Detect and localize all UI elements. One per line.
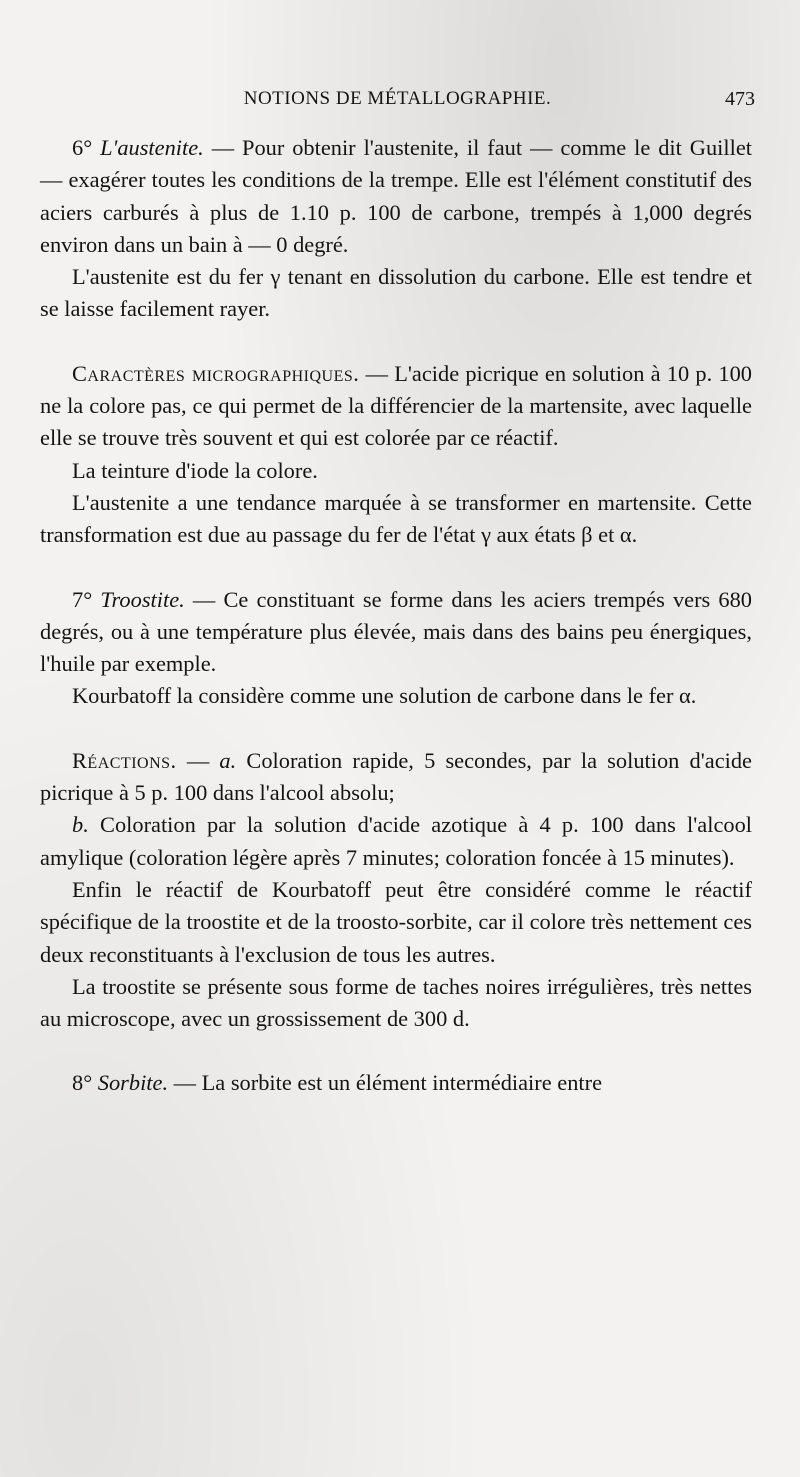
austenite-intro-paragraph [40,132,752,261]
reactions-b-paragraph [40,809,752,874]
spacer [40,326,752,358]
spacer [40,713,752,745]
subsection-label: Caractères micrographiques. [72,360,360,386]
page-number: 473 [725,88,755,110]
subsection-label: Réactions. [72,747,177,773]
section-title: L'austenite. [100,135,204,160]
transformation-paragraph: L'austenite a une tendance marquée à se transformer en martensite. Cette transformation est due au passage du fer de l'état γ aux états β et α. [40,489,752,548]
paragraph-text: — La sorbite est un élément intermédiaire entre [168,1070,603,1096]
iodine-paragraph: La teinture d'iode la colore. [72,457,318,483]
item-label: b. [72,812,89,838]
body-text [40,132,752,1100]
section-number: 7° [72,586,93,612]
running-title: NOTIONS DE MÉTALLOGRAPHIE. [243,88,552,109]
reactions-a-paragraph: Réactions. — a. Coloration rapide, 5 secondes, par la solution d'acide picrique à 5 p. 100 dans l'alcool absolu; [40,747,752,806]
item-label: a. [219,747,237,773]
section-number: 6° [72,135,93,160]
spacer [40,552,752,584]
spacer [40,1035,752,1067]
page-header [40,88,755,118]
paragraph-text: Coloration rapide, 5 secondes, par la solution d'acide picrique à 5 p. 100 dans l'alcool absolu; [40,747,752,806]
section-number: 8° [72,1070,93,1096]
troostite-intro-paragraph [40,584,752,681]
section-title: Troostite. [100,586,185,612]
appearance-paragraph: La troostite se présente sous forme de taches noires irrégulières, très nettes au microscope, avec un grossissement de 300 d. [40,973,752,1032]
reagent-paragraph: Enfin le réactif de Kourbatoff peut être considéré comme le réactif spécifique de la troostite et de la troosto-sorbite, car il colore très nettement ces deux reconstituants à l'exclusion de tous les autres. [40,876,752,967]
paragraph-text: — Ce constituant se forme dans les aciers trempés vers 680 degrés, ou à une température plus élevée, mais dans des bains peu énergiques, l'huile par exemple. [40,586,752,677]
sorbite-intro-paragraph [40,1067,752,1099]
paragraph-text: Coloration par la solution d'acide azotique à 4 p. 100 dans l'alcool amylique (coloration légère après 7 minutes; coloration foncée à 15 minutes). [40,812,752,870]
paragraph-text: — Pour obtenir l'austenite, il faut — comme le dit Guillet — exagérer toutes les conditions de la trempe. Elle est l'élément constitutif des aciers carburés à plus de 1.10 p. 100 de carbone, trempés à 1,000 degrés environ dans un bain à — 0 degré. [40,135,752,257]
micrographic-characters-paragraph [40,358,752,455]
kourbatoff-paragraph: Kourbatoff la considère comme une solution de carbone dans le fer α. [72,683,697,709]
austenite-definition-paragraph: L'austenite est du fer γ tenant en dissolution du carbone. Elle est tendre et se laisse facilement rayer. [40,264,752,322]
paragraph-text: — L'acide picrique en solution à 10 p. 100 ne la colore pas, ce qui permet de la différencier de la martensite, avec laquelle elle se trouve très souvent et qui est colorée par ce réactif. [40,360,752,451]
section-title: Sorbite. [97,1070,169,1096]
